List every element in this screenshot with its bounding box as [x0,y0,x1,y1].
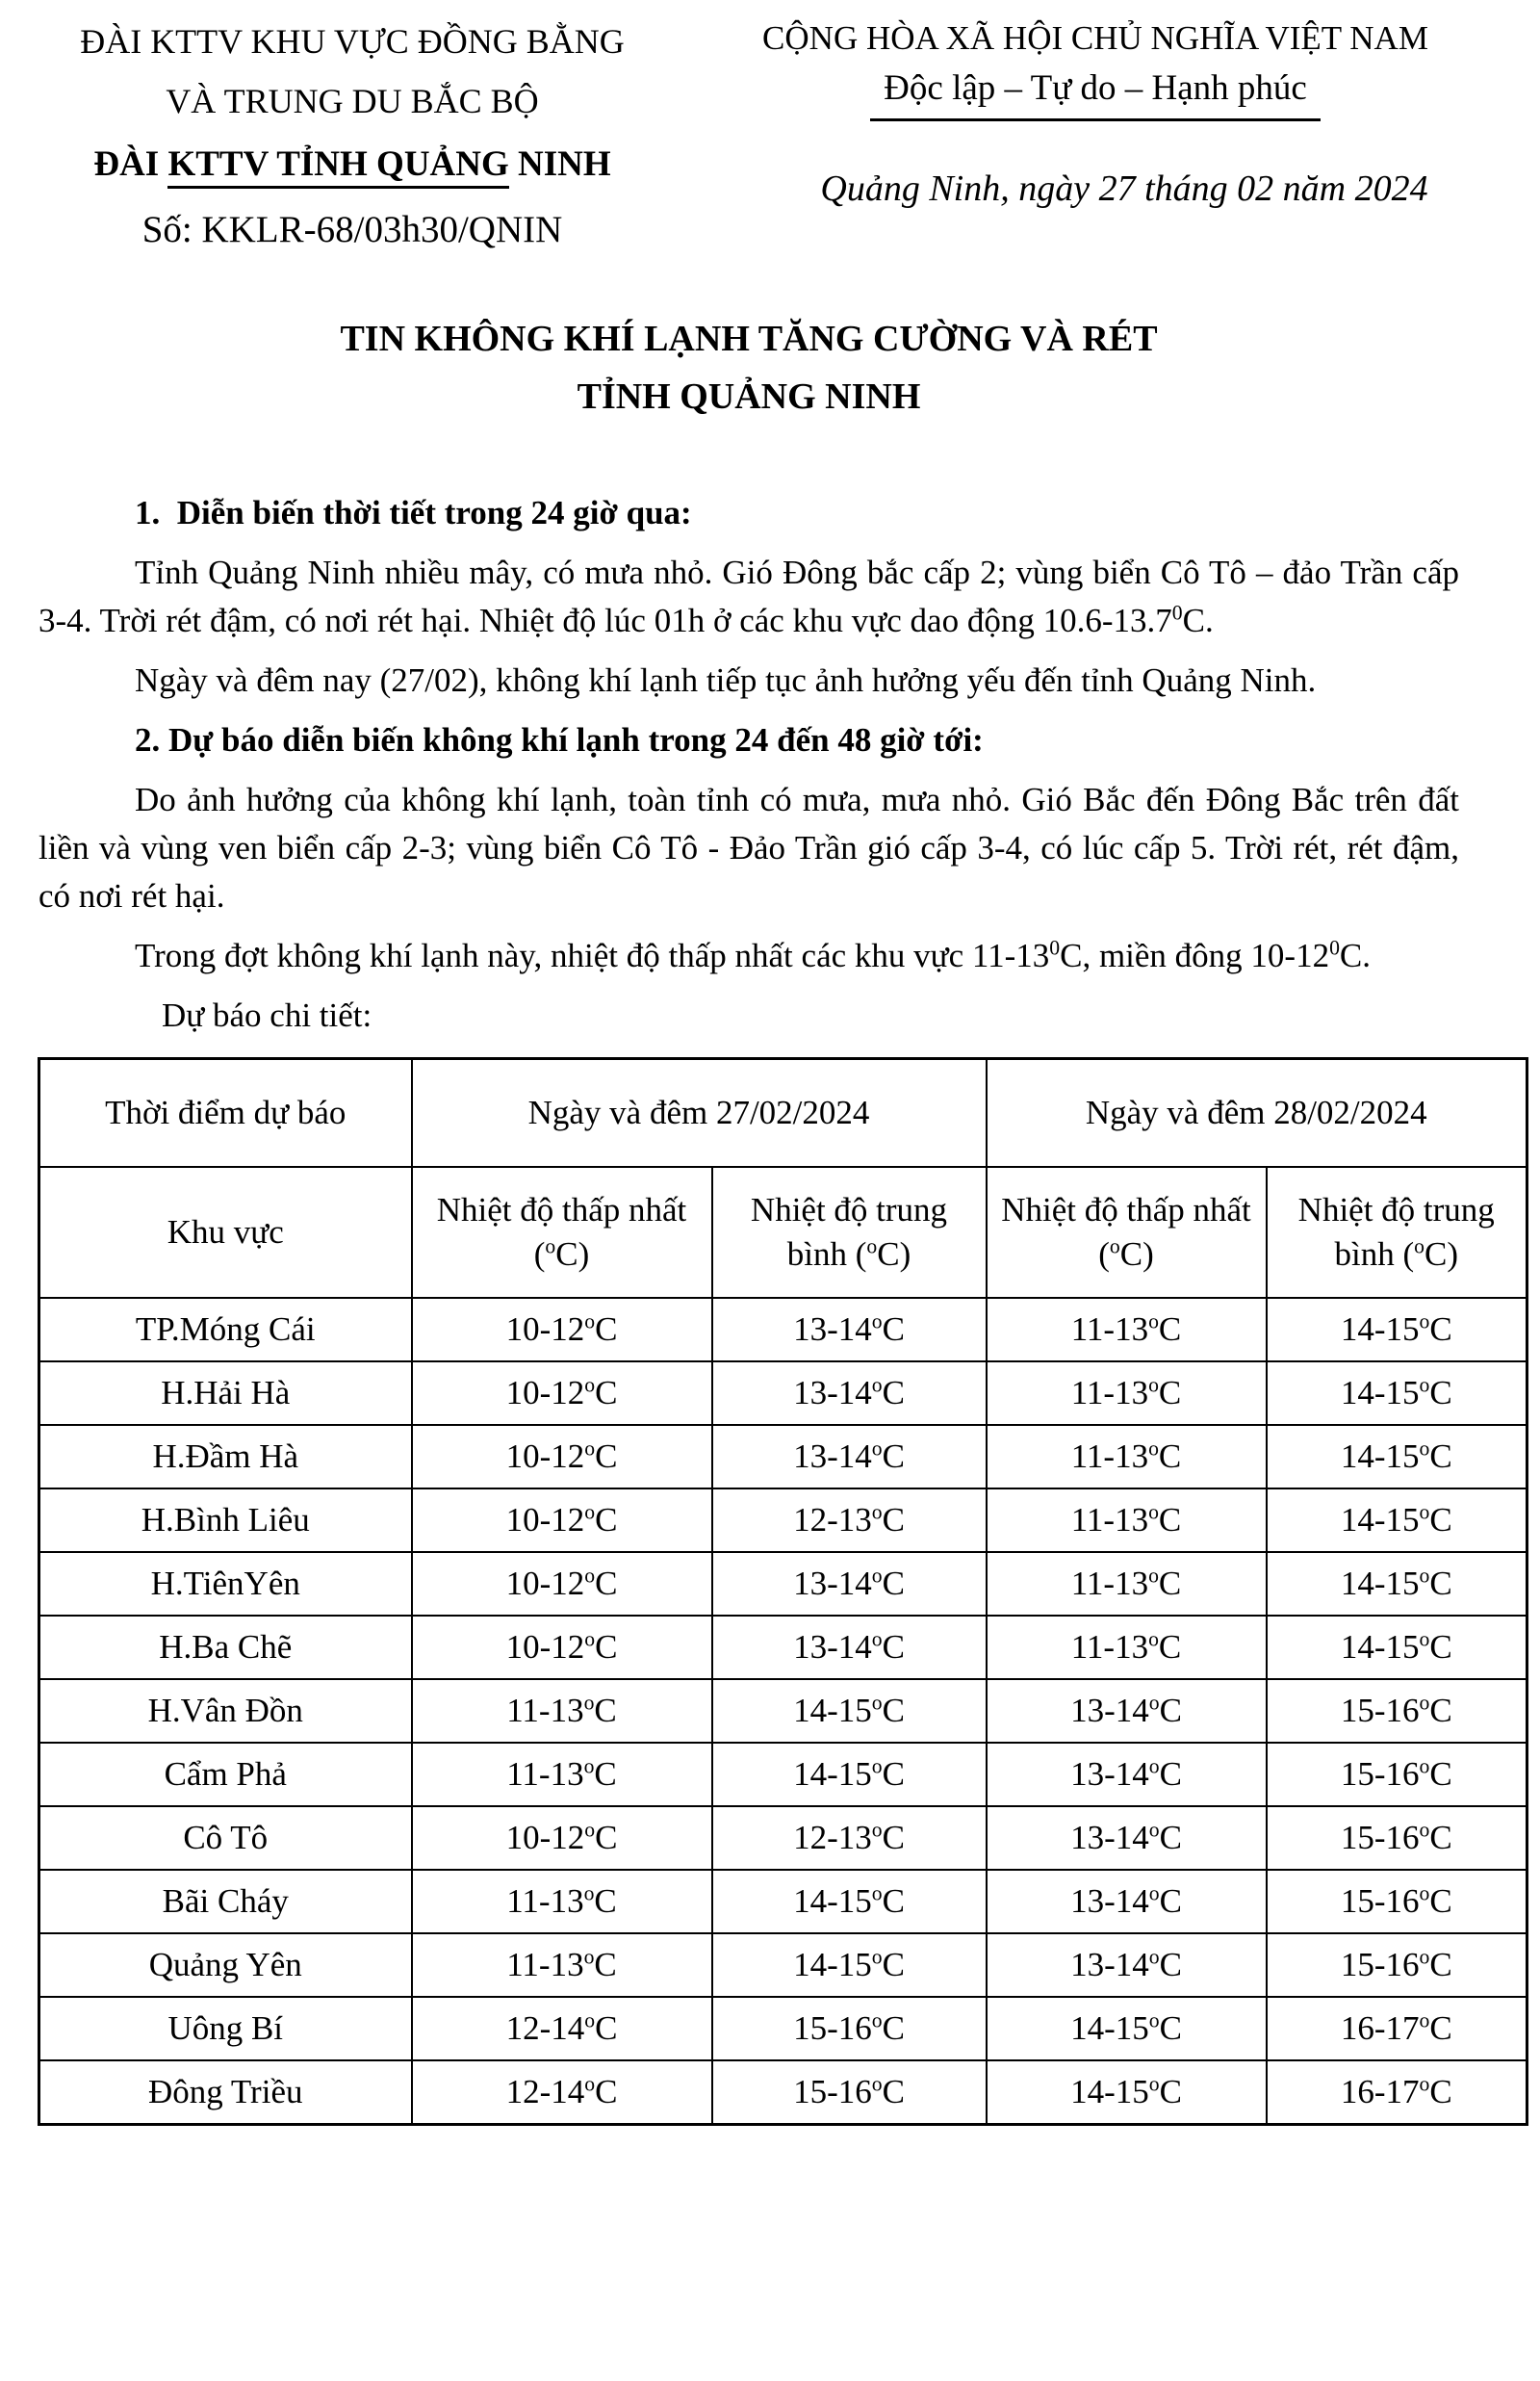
temp-cell-min-day1: 10-12$^o$C [412,1425,712,1488]
table-header-row-dates [39,1059,1527,1168]
national-header-block [691,12,1500,262]
degree-sup: o [1148,1309,1159,1333]
degree-sup: o [871,2072,883,2096]
degree-sup: o [1419,1500,1430,1524]
region-cell: Cô Tô [39,1806,412,1870]
paragraph-weather-past24h: Tỉnh Quảng Ninh nhiều mây, có mưa nhỏ. Gió Đông bắc cấp 2; vùng biển Cô Tô – đảo Trần cấp 3-4. Trời rét đậm, có nơi rét hại. Nhiệt độ lúc 01h ở các khu vực dao động 10.6-13.7$^0$C. [38,554,1459,639]
temp-cell-avg-day2: 14-15$^o$C [1267,1552,1527,1616]
paragraph-today-forecast: Ngày và đêm nay (27/02), không khí lạnh tiếp tục ảnh hưởng yếu đến tỉnh Quảng Ninh. [135,661,1317,699]
degree-sup: o [1419,1818,1430,1842]
degree-sup: o [1419,1881,1430,1905]
degree-sup: o [1414,1234,1424,1258]
temp-cell-avg-day1: 13-14$^o$C [712,1616,987,1679]
region-cell: H.Hải Hà [39,1361,412,1425]
header-cell-min-day1: Nhiệt độ thấp nhất ($^o$C) [412,1167,712,1298]
table-row [39,1743,1527,1806]
temp-cell-avg-day1: 13-14$^o$C [712,1361,987,1425]
degree-sup: o [1148,1500,1159,1524]
temp-cell-min-day1: 12-14$^o$C [412,2060,712,2125]
degree-sup: o [1148,1436,1159,1461]
temp-cell-min-day1: 10-12$^o$C [412,1488,712,1552]
temp-cell-min-day1: 10-12$^o$C [412,1298,712,1361]
temp-cell-min-day1: 11-13$^o$C [412,1870,712,1933]
degree-sup: o [1109,1234,1120,1258]
temp-cell-min-day1: 11-13$^o$C [412,1933,712,1997]
temp-cell-min-day2: 11-13$^o$C [987,1616,1267,1679]
table-row [39,1425,1527,1488]
degree-sup: o [584,2072,596,2096]
degree-sup: o [584,1500,596,1524]
temp-cell-min-day1: 11-13$^o$C [412,1743,712,1806]
table-row [39,2060,1527,2125]
temp-cell-avg-day2: 14-15$^o$C [1267,1616,1527,1679]
temp-cell-min-day2: 13-14$^o$C [987,1806,1267,1870]
degree-sup: o [871,2008,883,2032]
degree-sup: o [871,1373,883,1397]
paragraph-min-temperature: Trong đợt không khí lạnh này, nhiệt độ thấp nhất các khu vực $11-13^0C$, miền đông $10-12^0C$. [135,936,1372,974]
place-and-date: Quảng Ninh, ngày 27 tháng 02 năm 2024 [820,168,1428,209]
degree-sup: o [871,1564,883,1588]
header-cell-min-day2: Nhiệt độ thấp nhất ($^o$C) [987,1167,1267,1298]
table-row [39,1616,1527,1679]
temp-cell-avg-day2: 14-15$^o$C [1267,1425,1527,1488]
degree-sup: o [1148,1373,1159,1397]
region-cell: H.Ba Chẽ [39,1616,412,1679]
degree-sup: o [1419,1436,1430,1461]
temp-cell-avg-day2: 14-15$^o$C [1267,1361,1527,1425]
temp-cell-avg-day2: 14-15$^o$C [1267,1298,1527,1361]
region-cell: Đông Triều [39,2060,412,2125]
degree-sup: o [1148,1691,1160,1715]
agency-name-line3: ĐÀI KTTV TỈNH QUẢNG NINH [33,131,672,198]
header-cell-region: Khu vực [39,1167,412,1298]
degree-sup: o [1419,1309,1430,1333]
degree-sup: o [583,1691,595,1715]
temp-cell-avg-day1: 14-15$^o$C [712,1933,987,1997]
table-row [39,1298,1527,1361]
header-cell-day1: Ngày và đêm 27/02/2024 [412,1059,987,1168]
degree-sup: o [584,1818,596,1842]
title-line1: TIN KHÔNG KHÍ LẠNH TĂNG CƯỜNG VÀ RÉT [340,319,1158,359]
degree-sup: o [1419,1754,1430,1778]
temp-cell-avg-day1: 14-15$^o$C [712,1870,987,1933]
temp-cell-avg-day1: 14-15$^o$C [712,1743,987,1806]
document-header [0,0,1540,262]
region-cell: Quảng Yên [39,1933,412,1997]
temp-cell-min-day2: 13-14$^o$C [987,1933,1267,1997]
region-cell: Bãi Cháy [39,1870,412,1933]
temp-cell-avg-day1: 12-13$^o$C [712,1488,987,1552]
national-title: CỘNG HÒA XÃ HỘI CHỦ NGHĨA VIỆT NAM [762,19,1428,57]
temp-cell-avg-day1: 13-14$^o$C [712,1552,987,1616]
degree-sup: o [583,1754,595,1778]
temp-cell-avg-day1: 12-13$^o$C [712,1806,987,1870]
temp-cell-avg-day2: 14-15$^o$C [1267,1488,1527,1552]
temp-cell-min-day1: 10-12$^o$C [412,1361,712,1425]
table-row [39,1552,1527,1616]
temp-cell-min-day2: 13-14$^o$C [987,1679,1267,1743]
paragraph-coldair-effect: Do ảnh hưởng của không khí lạnh, toàn tỉnh có mưa, mưa nhỏ. Gió Bắc đến Đông Bắc trên đất liền và vùng ven biển cấp 2-3; vùng biển Cô Tô - Đảo Trần gió cấp 3-4, có lúc cấp 5. Trời rét, rét đậm, có nơi rét hại. [38,781,1459,915]
temp-cell-avg-day1: 14-15$^o$C [712,1679,987,1743]
agency-name-underlined: KTTV TỈNH QUẢNG [167,144,508,189]
temp-cell-avg-day2: 15-16$^o$C [1267,1933,1527,1997]
degree-sup: o [1419,1945,1430,1969]
degree-sup: o [1148,1627,1159,1651]
temp-cell-min-day1: 10-12$^o$C [412,1806,712,1870]
table-row [39,1870,1527,1933]
header-cell-day2: Ngày và đêm 28/02/2024 [987,1059,1527,1168]
region-cell: Uông Bí [39,1997,412,2060]
temp-cell-avg-day2: 15-16$^o$C [1267,1806,1527,1870]
detail-forecast-label: Dự báo chi tiết: [162,996,372,1034]
temp-cell-avg-day1: 15-16$^o$C [712,2060,987,2125]
degree-sup: o [583,1945,595,1969]
temp-cell-min-day2: 11-13$^o$C [987,1552,1267,1616]
degree-sup: o [871,1500,883,1524]
degree-sup: o [1148,2072,1160,2096]
table-row [39,1933,1527,1997]
degree-sup: o [584,1436,596,1461]
degree-sup: o [1419,1373,1430,1397]
table-header-row-measures [39,1167,1527,1298]
temp-cell-min-day1: 12-14$^o$C [412,1997,712,2060]
degree-sup: o [584,1627,596,1651]
forecast-table [38,1057,1528,2126]
degree-sup: o [871,1309,883,1333]
region-cell: Cẩm Phả [39,1743,412,1806]
temp-cell-min-day2: 11-13$^o$C [987,1298,1267,1361]
region-cell: H.TiênYên [39,1552,412,1616]
degree-sup: o [871,1436,883,1461]
degree-sup: o [866,1234,878,1258]
degree-sup: o [871,1754,883,1778]
temp-cell-avg-day2: 15-16$^o$C [1267,1679,1527,1743]
region-cell: H.Vân Đồn [39,1679,412,1743]
header-cell-avg-day2: Nhiệt độ trung bình ($^o$C) [1267,1167,1527,1298]
table-row [39,1997,1527,2060]
degree-sup: o [1419,2072,1430,2096]
temp-cell-avg-day1: 15-16$^o$C [712,1997,987,2060]
superscript-degree: 0 [1049,936,1061,960]
temp-cell-min-day2: 14-15$^o$C [987,1997,1267,2060]
degree-sup: o [871,1881,883,1905]
degree-sup: o [1148,1881,1160,1905]
degree-sup: o [1148,1818,1160,1842]
temp-cell-min-day1: 10-12$^o$C [412,1616,712,1679]
degree-sup: o [871,1945,883,1969]
table-row [39,1806,1527,1870]
degree-sup: o [1419,1627,1430,1651]
temp-cell-min-day1: 10-12$^o$C [412,1552,712,1616]
region-cell: TP.Móng Cái [39,1298,412,1361]
degree-sup: o [1148,1754,1160,1778]
document-title [38,310,1459,426]
header-cell-forecast-time: Thời điểm dự báo [39,1059,412,1168]
section2-heading: 2. Dự báo diễn biến không khí lạnh trong 24 đến 48 giờ tới: [135,721,984,759]
degree-sup: o [584,2008,596,2032]
degree-sup: o [545,1234,556,1258]
region-cell: H.Đầm Hà [39,1425,412,1488]
national-motto: Độc lập – Tự do – Hạnh phúc [691,67,1500,121]
title-line2: TỈNH QUẢNG NINH [577,376,921,417]
degree-sup: o [1148,1945,1160,1969]
table-row [39,1679,1527,1743]
table-row [39,1488,1527,1552]
degree-sup: o [1419,1564,1430,1588]
degree-sup: o [1419,2008,1430,2032]
section1-heading: 1. Diễn biến thời tiết trong 24 giờ qua: [135,494,692,531]
temp-cell-min-day2: 14-15$^o$C [987,2060,1267,2125]
degree-sup: o [584,1373,596,1397]
temp-cell-avg-day1: 13-14$^o$C [712,1298,987,1361]
superscript-degree: 0 [1171,601,1183,625]
degree-sup: o [583,1881,595,1905]
table-row [39,1361,1527,1425]
temp-cell-min-day2: 13-14$^o$C [987,1743,1267,1806]
document-number: Số: KKLR-68/03h30/QNIN [141,209,563,250]
temp-cell-avg-day2: 16-17$^o$C [1267,2060,1527,2125]
temp-cell-min-day2: 11-13$^o$C [987,1361,1267,1425]
temp-cell-avg-day2: 15-16$^o$C [1267,1870,1527,1933]
issuing-agency-block [33,12,672,262]
document-body [38,489,1459,1040]
degree-sup: o [871,1818,883,1842]
degree-sup: o [584,1309,596,1333]
region-cell: H.Bình Liêu [39,1488,412,1552]
temp-cell-avg-day2: 16-17$^o$C [1267,1997,1527,2060]
agency-name-line2: VÀ TRUNG DU BẮC BỘ [166,82,539,120]
degree-sup: o [1419,1691,1430,1715]
degree-sup: o [871,1627,883,1651]
temp-cell-avg-day2: 15-16$^o$C [1267,1743,1527,1806]
superscript-degree: 0 [1329,936,1340,960]
degree-sup: o [584,1564,596,1588]
temp-cell-min-day1: 11-13$^o$C [412,1679,712,1743]
temp-cell-min-day2: 11-13$^o$C [987,1488,1267,1552]
temp-cell-avg-day1: 13-14$^o$C [712,1425,987,1488]
degree-sup: o [1148,2008,1160,2032]
degree-sup: o [871,1691,883,1715]
temp-cell-min-day2: 11-13$^o$C [987,1425,1267,1488]
degree-sup: o [1148,1564,1159,1588]
temp-cell-min-day2: 13-14$^o$C [987,1870,1267,1933]
header-cell-avg-day1: Nhiệt độ trung bình ($^o$C) [712,1167,987,1298]
agency-name-line1: ĐÀI KTTV KHU VỰC ĐỒNG BẰNG [80,22,625,61]
